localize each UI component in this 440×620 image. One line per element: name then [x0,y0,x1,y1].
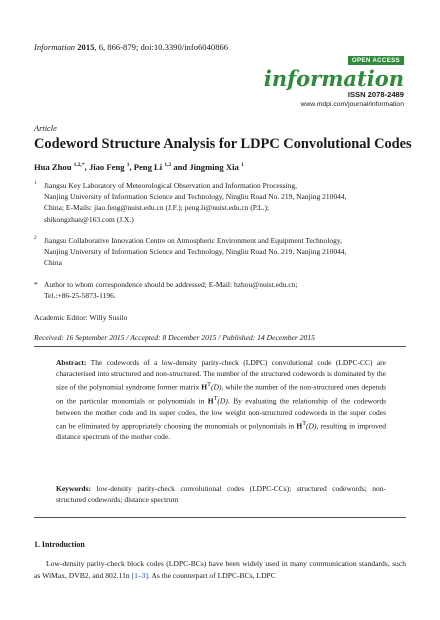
academic-editor: Academic Editor: Willy Susilo [34,313,128,322]
journal-name: Information [34,42,76,52]
journal-citation [34,42,228,52]
affiliation-1 [34,180,409,225]
author-name: Peng Li [133,162,163,172]
journal-year: 2015 [77,42,95,52]
section-heading: 1. Introduction [34,540,85,549]
article-type: Article [34,124,57,133]
correspondence-line: Author to whom correspondence should be addressed; E-Mail: hzhou@nuist.edu.cn; [44,280,298,289]
journal-masthead [254,49,404,108]
author-name: Jiao Feng [88,162,125,172]
keywords-label: Keywords: [56,484,91,493]
affiliation-mark: 2 [34,235,37,241]
affiliation-line: Jiangsu Collaborative Innovation Centre on Atmospheric Environment and Equipment Technology, [44,236,342,245]
correspondence-mark: * [34,280,38,289]
open-access-badge: OPEN ACCESS [348,56,404,65]
abstract-label: Abstract: [56,358,87,367]
journal-logo: information [263,66,404,91]
affiliation-line: China [44,258,62,268]
math-matrix: H [201,382,208,392]
math-matrix: H [296,421,303,431]
journal-url[interactable]: www.mdpi.com/journal/information [300,101,404,108]
author-list: Hua Zhou $^{1,2,*}$, Jiao Feng $^1$, Peng Li $^{1,2}$ and Jingming Xia $^1$ [34,162,244,172]
intro-paragraph: Low-density parity-check block codes (LDPC-BCs) have been widely used in many communication standards, such as WiMax, DVB2, and 802.11n [1–3]. As the counterpart of LDPC-BCs, LDPC [34,559,406,581]
journal-issn: ISSN 2078-2489 [347,90,404,99]
paper-title: Codeword Structure Analysis for LDPC Convolutional Codes [34,136,412,152]
affiliation-line: Nanjing University of Information Science and Technology, Ningliu Road No. 219, Nanjing 210044, [44,192,347,202]
author-name: Hua Zhou [34,162,72,172]
author-affiliation-mark: 1,2,* [73,162,85,169]
author-name: Jingming Xia [189,162,239,172]
journal-volume-pages-doi: , 6, 866-879; doi:10.3390/info6040866 [94,42,229,52]
divider [34,346,406,347]
affiliation-line: shikongzhan@163.com (J.X.) [44,214,134,224]
citation-link[interactable]: [1–3] [131,571,149,581]
keywords: Keywords: low-density parity-check convolutional codes (LDPC-CCs); structured codewords; non-structured codewords; distance spectrum [56,484,386,505]
affiliation-line: Nanjing University of Information Science and Technology, Ningliu Road No. 219, Nanjing 210044, [44,247,347,257]
author-affiliation-mark: 1 [126,162,130,169]
affiliation-mark: 1 [34,180,37,186]
correspondence-line: Tel.:+86-25-5873-1196. [44,291,116,301]
math-matrix: H [207,396,214,406]
affiliation-line: China; E-Mails: jiao.feng@nuist.edu.cn (J.F.); peng.li@nuist.edu.cn (P.L.); [44,203,270,213]
abstract: Abstract: The codewords of a low-density parity-check (LDPC) convolutional code (LDPC-CC) are characterised into structured and non-structured. The number of the structured codewords is dominated by the size of the polynomial syndrome former matrix $H^T(D)$, while the number of the non-structured ones depends on the particular monomials or polynomials in $H^T(D)$. By evaluating the relationship of the codewords between the mother code and its super codes, the low weight non-structured codewords in the super codes can be eliminated by appropriately choosing the monomials or polynomials in $H^T(D)$, resulting in improved distance spectrum of the mother code. [56,358,386,442]
affiliation-line: Jiangsu Key Laboratory of Meteorological Observation and Information Processing, [44,181,298,190]
publication-dates: Received: 16 September 2015 / Accepted: 8 December 2015 / Published: 14 December 2015 [34,333,315,342]
correspondence-note [34,279,409,301]
divider [34,517,406,518]
affiliation-2 [34,235,409,269]
author-affiliation-mark: 1 [240,162,244,169]
author-affiliation-mark: 1,2 [164,162,172,169]
